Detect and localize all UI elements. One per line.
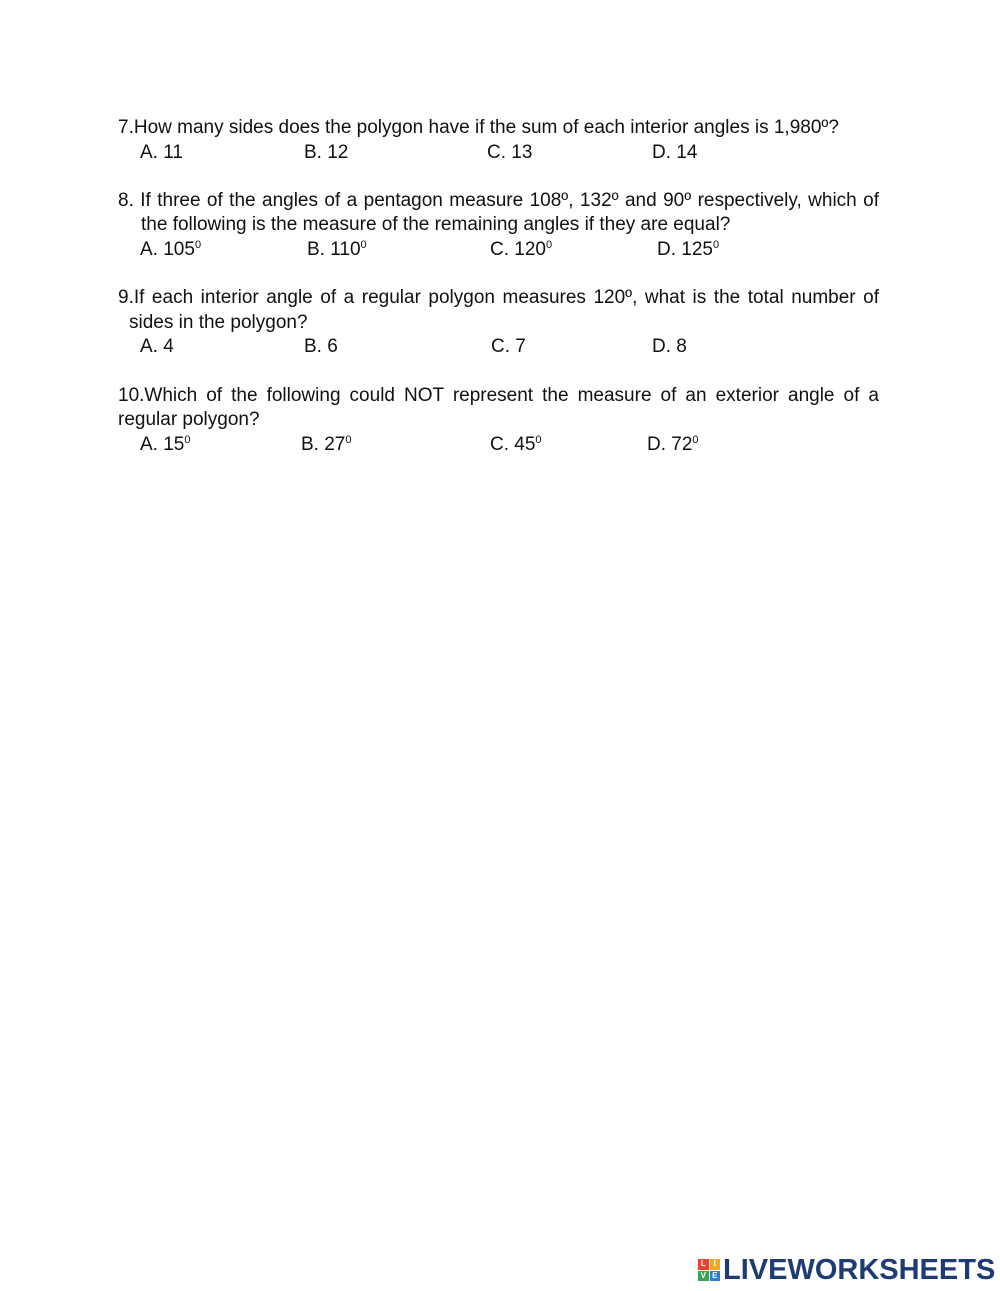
- liveworksheets-logo-text: LIVEWORKSHEETS: [723, 1254, 996, 1286]
- option-superscript: 0: [194, 239, 202, 251]
- option-superscript: 0: [360, 239, 367, 251]
- question-10-text-line-2: regular polygon?: [118, 409, 260, 430]
- option-label: A. 4: [140, 336, 174, 357]
- option-superscript: 0: [535, 434, 542, 446]
- question-7-option-b[interactable]: [304, 142, 348, 164]
- logo-icon-tile: E: [710, 1271, 721, 1282]
- option-label: D. 125: [657, 239, 713, 260]
- option-label: D. 8: [652, 336, 687, 357]
- option-superscript: 0: [345, 434, 352, 446]
- option-label: B. 12: [304, 142, 349, 163]
- question-8-text-line-2: the following is the measure of the remaining angles if they are equal?: [141, 214, 731, 235]
- option-label: B. 6: [304, 336, 338, 357]
- option-label: A. 15: [140, 434, 185, 455]
- option-label: C. 13: [487, 142, 533, 163]
- option-superscript: 0: [545, 239, 553, 251]
- question-7-option-d[interactable]: [652, 142, 697, 164]
- question-8-text-line-1: 8. If three of the angles of a pentagon measure 108º, 132º and 90º respectively, which of: [118, 190, 879, 211]
- question-9-text-line-2: sides in the polygon?: [129, 312, 308, 333]
- question-9-text-line-1: 9.If each interior angle of a regular polygon measures 120º, what is the total number of: [118, 287, 879, 308]
- question-9-option-c[interactable]: [491, 336, 526, 358]
- option-superscript: 0: [184, 434, 191, 446]
- option-label: C. 7: [491, 336, 526, 357]
- liveworksheets-logo: [698, 1254, 996, 1286]
- option-label: A. 11: [140, 142, 183, 163]
- question-8-option-c[interactable]: [490, 239, 552, 261]
- question-10-option-c[interactable]: [490, 434, 542, 456]
- question-9-option-b[interactable]: [304, 336, 338, 358]
- option-superscript: 0: [712, 239, 720, 251]
- question-10-option-a[interactable]: [140, 434, 191, 456]
- question-8-option-d[interactable]: [657, 239, 719, 261]
- option-label: A. 105: [140, 239, 195, 260]
- option-label: D. 72: [647, 434, 693, 455]
- question-9-option-d[interactable]: [652, 336, 687, 358]
- question-10-option-d[interactable]: [647, 434, 699, 456]
- option-label: C. 120: [490, 239, 546, 260]
- option-label: B. 110: [307, 239, 361, 260]
- liveworksheets-logo-icon: [698, 1259, 720, 1281]
- logo-icon-tile: V: [698, 1271, 709, 1282]
- logo-icon-tile: I: [710, 1259, 721, 1270]
- question-9-option-a[interactable]: [140, 336, 174, 358]
- option-label: C. 45: [490, 434, 536, 455]
- question-7-option-c[interactable]: [487, 142, 532, 164]
- question-8-option-b[interactable]: [307, 239, 367, 261]
- question-10-option-b[interactable]: [301, 434, 352, 456]
- option-label: D. 14: [652, 142, 698, 163]
- option-superscript: 0: [692, 434, 699, 446]
- option-label: B. 27: [301, 434, 346, 455]
- question-7-text: 7.How many sides does the polygon have if the sum of each interior angles is 1,980º?: [118, 117, 839, 138]
- question-8-option-a[interactable]: [140, 239, 201, 261]
- question-10-text-line-1: 10.Which of the following could NOT represent the measure of an exterior angle of a: [118, 385, 879, 406]
- question-7-option-a[interactable]: [140, 142, 183, 164]
- logo-icon-tile: L: [698, 1259, 709, 1270]
